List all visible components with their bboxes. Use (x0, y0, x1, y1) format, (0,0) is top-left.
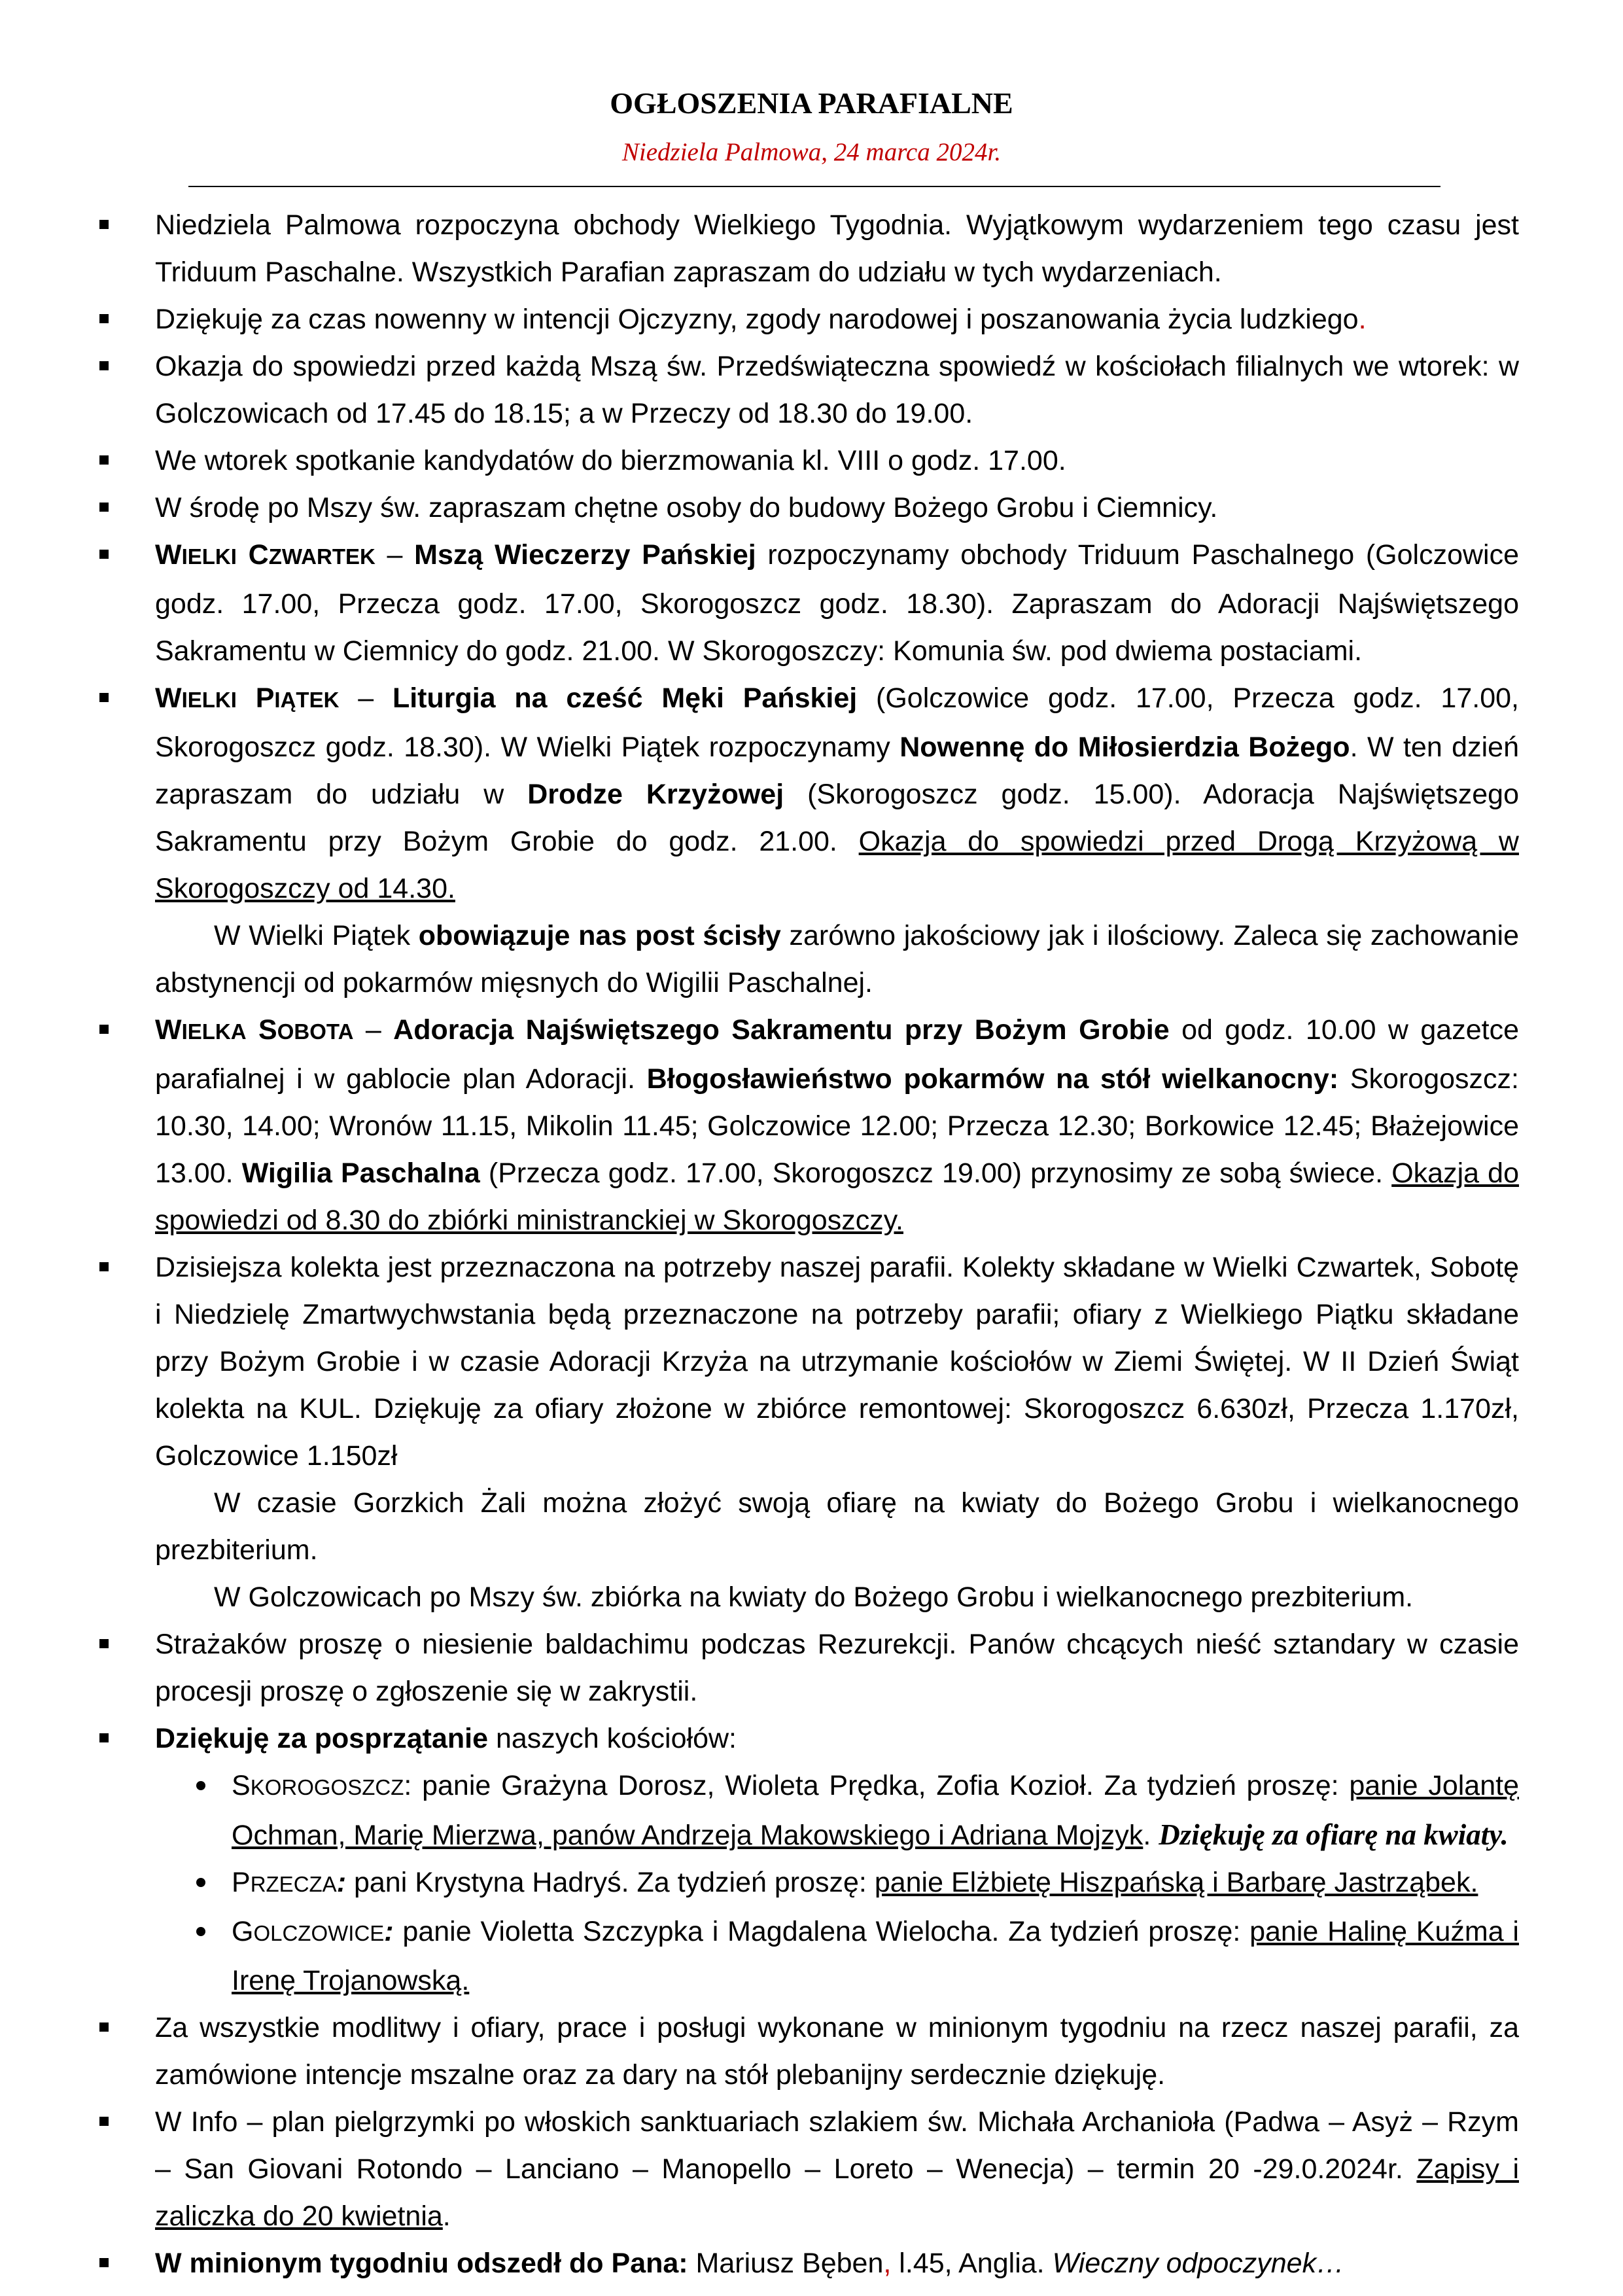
square-bullet-icon (99, 550, 109, 559)
cleaning-przecza: PRZECZA: pani Krystyna Hadryś. Za tydzień proszę: panie Elżbietę Hiszpańską i Barbarę Jastrząbek. (99, 1859, 1519, 1908)
announcement-novena (99, 296, 1519, 343)
underlined-text: panie Jolantę Ochman, Marię Mierzwa, panów Andrzeja Makowskiego i Adriana Mojzyk (232, 1770, 1519, 1851)
bold-text: W minionym tygodniu odszedł do Pana: (155, 2248, 688, 2279)
round-bullet-icon (196, 1781, 205, 1790)
announcement-text: Strażaków proszę o niesienie baldachimu podczas Rezurekcji. Panów chcących nieść sztandary w czasie procesji proszę o zgłoszenie się w zakrystii. (155, 1629, 1519, 1707)
bold-text: obowiązuje nas post ścisły (418, 920, 781, 951)
underlined-text: Zapisy i zaliczka do 20 kwietnia (155, 2153, 1519, 2232)
day-name: WIELKA SOBOTA (155, 1014, 354, 1046)
square-bullet-icon (99, 2117, 109, 2126)
announcement-holy-week (99, 202, 1519, 296)
bold-text: Drodze Krzyżowej (527, 779, 784, 810)
flowers-paragraph: W czasie Gorzkich Żali można złożyć swoją ofiarę na kwiaty do Bożego Grobu i wielkanocnego prezbiterium. (155, 1487, 1519, 1566)
square-bullet-icon (99, 455, 109, 465)
announcement-holy-saturday: WIELKA SOBOTA – Adoracja Najświętszego Sakramentu przy Bożym Grobie od godz. 10.00 w gazetce parafialnej i w gablocie plan Adoracji. Błogosławieństwo pokarmów na stół wielkanocny: Skorogoszcz: 10.30, 14.00; Wronów 11.15, Mikolin 11.45; Golczowice 12.00; Przecza 12.30; Borkowice 12.45; Błażejowice 13.00. Wigilia Paschalna (Przecza godz. 17.00, Skorogoszcz 19.00) przynosimy ze sobą świece. Okazja do spowiedzi od 8.30 do zbiórki ministranckiej w Skorogoszczy. (99, 1006, 1519, 1244)
announcement-text: Za wszystkie modlitwy i ofiary, prace i posługi wykonane w minionym tygodniu na rzecz naszej parafii, za zamówione intencje mszalne oraz za dary na stół plebanijny serdecznie dziękuję. (155, 2012, 1519, 2091)
square-bullet-icon (99, 1262, 109, 1271)
announcement-cleaning: Dziękuję za posprzątanie naszych kościołów: (99, 1715, 1519, 1762)
underlined-text: panie Halinę Kuźma i Irenę Trojanowską. (232, 1916, 1519, 1996)
announcement-confession (99, 343, 1519, 437)
bold-text: Wigilia Paschalna (241, 1157, 480, 1189)
announcement-text: Dziękuję za czas nowenny w intencji Ojczyzny, zgody narodowej i poszanowania życia ludzkiego (155, 304, 1359, 335)
announcement-firefighters (99, 1621, 1519, 1715)
square-bullet-icon (99, 1025, 109, 1034)
day-name: WIELKI CZWARTEK (155, 539, 375, 571)
announcement-text: We wtorek spotkanie kandydatów do bierzmowania kl. VIII o godz. 17.00. (155, 445, 1066, 476)
announcement-collection (99, 1244, 1519, 1479)
thanks-text: Dziękuję za ofiarę na kwiaty. (1159, 1818, 1509, 1851)
announcement-deceased: W minionym tygodniu odszedł do Pana: Mariusz Bęben, l.45, Anglia. Wieczny odpoczynek… (99, 2240, 1519, 2287)
bold-text: Błogosławieństwo pokarmów na stół wielkanocny: (646, 1063, 1339, 1095)
bold-text: Mszą Wieczerzy Pańskiej (414, 539, 756, 571)
announcement-thanks (99, 2004, 1519, 2098)
announcement-pilgrimage: W Info – plan pielgrzymki po włoskich sanktuariach szlakiem św. Michała Archanioła (Padwa – Asyż – Rzym – San Giovani Rotondo – Lanciano – Manopello – Loreto – Wenecja) – termin 20 -29.0.2024r. Zapisy i zaliczka do 20 kwietnia. (99, 2098, 1519, 2240)
red-comma: , (883, 2248, 892, 2279)
underlined-text: panie Elżbietę Hiszpańską i Barbarę Jastrząbek. (874, 1867, 1478, 1898)
announcement-text: Okazja do spowiedzi przed każdą Mszą św. Przedświąteczna spowiedź w kościołach filialnych we wtorek: w Golczowicach od 17.45 do 18.15; a w Przeczy od 18.30 do 19.00. (155, 351, 1519, 429)
announcement-text: Niedziela Palmowa rozpoczyna obchody Wielkiego Tygodnia. Wyjątkowym wydarzeniem tego czasu jest Triduum Paschalne. Wszystkich Parafian zapraszam do udziału w tych wydarzeniach. (155, 209, 1519, 288)
square-bullet-icon (99, 2258, 109, 2267)
round-bullet-icon (196, 1878, 205, 1887)
square-bullet-icon (99, 1733, 109, 1742)
red-period: . (1358, 304, 1367, 335)
announcement-tomb-building (99, 484, 1519, 531)
square-bullet-icon (99, 693, 109, 702)
square-bullet-icon (99, 503, 109, 512)
underlined-text: Okazja do spowiedzi przed Drogą Krzyżową w Skorogoszczy od 14.30. (155, 826, 1519, 904)
square-bullet-icon (99, 2022, 109, 2032)
bold-text: Adoracja Najświętszego Sakramentu przy Bożym Grobie (393, 1014, 1170, 1046)
square-bullet-icon (99, 1639, 109, 1648)
fast-paragraph: W Wielki Piątek obowiązuje nas post ścisły zarówno jakościowy jak i ilościowy. Zaleca się zachowanie abstynencji od pokarmów mięsnych do Wigilii Paschalnej. (155, 920, 1519, 998)
page-subtitle: Niedziela Palmowa, 24 marca 2024r. (621, 138, 1002, 166)
header-divider (188, 186, 1440, 187)
announcement-text: rozpoczynamy obchody Triduum Paschalnego (Golczowice godz. 17.00, Przecza godz. 17.00, Skorogoszcz godz. 18.30). Zapraszam do Adoracji Najświętszego Sakramentu w Ciemnicy do godz. 21.00. W Skorogoszczy: Komunia św. pod dwiema postaciami. (155, 539, 1520, 667)
golczowice-flowers-paragraph: W Golczowicach po Mszy św. zbiórka na kwiaty do Bożego Grobu i wielkanocnego prezbiterium. (214, 1581, 1414, 1613)
announcement-text: Dzisiejsza kolekta jest przeznaczona na potrzeby naszej parafii. Kolekty składane w Wielki Czwartek, Sobotę i Niedzielę Zmartwychwstania będą przeznaczone na potrzeby parafii; ofiary z Wielkiego Piątku składane przy Bożym Grobie i w czasie Adoracji Krzyża na utrzymanie kościołów w Ziemi Świętej. W II Dzień Świąt kolekta na KUL. Dziękuję za ofiary złożone w zbiórce remontowej: Skorogoszcz 6.630zł, Przecza 1.170zł, Golczowice 1.150zł (155, 1252, 1519, 1472)
place-name: SKOROGOSZCZ (232, 1770, 404, 1801)
bold-text: Nowennę do Miłosierdzia Bożego (899, 732, 1350, 763)
cleaning-skorogoszcz: SKOROGOSZCZ: panie Grażyna Dorosz, Wioleta Prędka, Zofia Kozioł. Za tydzień proszę: panie Jolantę Ochman, Marię Mierzwa, panów Andrzeja Makowskiego i Adriana Mojzyk. Dziękuję za ofiarę na kwiaty. (99, 1762, 1519, 1859)
square-bullet-icon (99, 361, 109, 370)
announcement-good-friday: WIELKI PIĄTEK – Liturgia na cześć Męki Pańskiej (Golczowice godz. 17.00, Przecza godz. 17.00, Skorogoszcz godz. 18.30). W Wielki Piątek rozpoczynamy Nowennę do Miłosierdzia Bożego. W ten dzień zapraszam do udziału w Drodze Krzyżowej (Skorogoszcz godz. 15.00). Adoracja Najświętszego Sakramentu przy Bożym Grobie do godz. 21.00. Okazja do spowiedzi przed Drogą Krzyżową w Skorogoszczy od 14.30. (99, 675, 1519, 912)
cleaning-golczowice: GOLCZOWICE: panie Violetta Szczypka i Magdalena Wielocha. Za tydzień proszę: panie Halinę Kuźma i Irenę Trojanowską. (99, 1908, 1519, 2004)
place-name: PRZECZA (232, 1867, 337, 1898)
underlined-text: Okazja do spowiedzi od 8.30 do zbiórki ministranckiej w Skorogoszczy. (155, 1157, 1520, 1236)
square-bullet-icon (99, 314, 109, 323)
announcement-text: W środę po Mszy św. zapraszam chętne osoby do budowy Bożego Grobu i Ciemnicy. (155, 492, 1218, 523)
bold-text: Dziękuję za posprzątanie (155, 1723, 488, 1754)
bold-text: Liturgia na cześć Męki Pańskiej (392, 682, 858, 714)
round-bullet-icon (196, 1927, 205, 1936)
italic-text: Wieczny odpoczynek… (1052, 2248, 1345, 2279)
square-bullet-icon (99, 220, 109, 229)
page-title: OGŁOSZENIA PARAFIALNE (610, 86, 1013, 120)
day-name: WIELKI PIĄTEK (155, 682, 340, 714)
announcement-confirmation (99, 437, 1519, 484)
announcements (99, 202, 1519, 2287)
announcement-holy-thursday: WIELKI CZWARTEK – Mszą Wieczerzy Pańskiej rozpoczynamy obchody Triduum Paschalnego (Golczowice godz. 17.00, Przecza godz. 17.00, Skorogoszcz godz. 18.30). Zapraszam do Adoracji Najświętszego Sakramentu w Ciemnicy do godz. 21.00. W Skorogoszczy: Komunia św. pod dwiema postaciami. (99, 531, 1519, 675)
place-name: GOLCZOWICE (232, 1916, 385, 1947)
